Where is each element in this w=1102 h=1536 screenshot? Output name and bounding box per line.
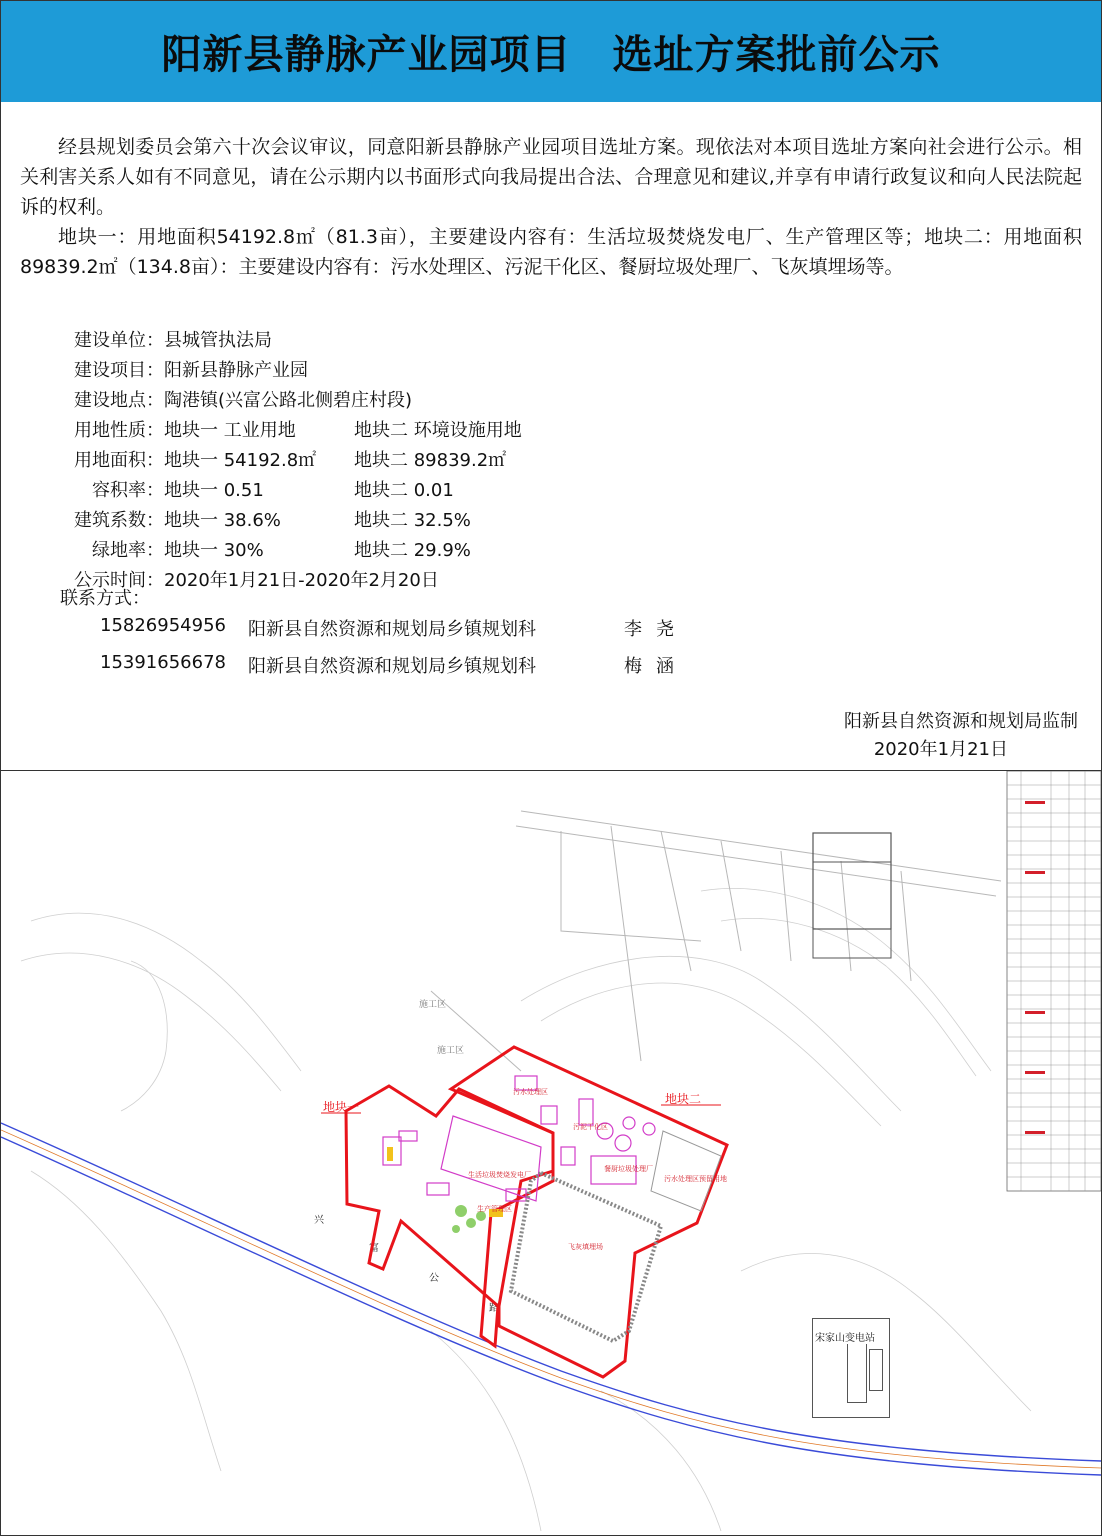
sewage-reserve-label: 污水处理区预留用地: [664, 1175, 727, 1183]
info-value: 县城管执法局: [164, 330, 272, 351]
info-value-plot1: 地块一 工业用地: [164, 420, 296, 441]
info-value-plot1: 地块一 38.6%: [164, 510, 281, 531]
info-label: 建设单位：: [74, 330, 164, 351]
info-label: 建设项目：: [74, 360, 164, 381]
signature-block: [844, 708, 1078, 764]
technical-tables: [1007, 771, 1101, 1191]
info-label: 绿地率：: [92, 540, 164, 561]
header-banner: [1, 1, 1101, 102]
map-background: [1, 771, 1101, 1535]
substation-inner-building: [869, 1349, 883, 1391]
info-row-landuse: [60, 416, 522, 446]
kitchen-label: 餐厨垃圾处理厂: [604, 1165, 653, 1173]
road-name-char: 路: [489, 1303, 499, 1314]
info-row-project: [60, 356, 522, 386]
info-value-plot2: 地块二 32.5%: [354, 510, 471, 531]
yellow-structure: [387, 1147, 393, 1161]
sewage-label: 污水处理区: [513, 1088, 548, 1096]
tree: [466, 1218, 476, 1228]
info-label: 用地面积：: [74, 450, 164, 471]
info-row-coverage: [60, 506, 522, 536]
table-highlight: [1025, 871, 1045, 874]
info-value-plot2: 地块二 29.9%: [354, 540, 471, 561]
project-info: [60, 326, 522, 596]
road-name-char: 公: [429, 1273, 439, 1284]
contact-row: [100, 615, 688, 641]
substation-label: 宋家山变电站: [815, 1329, 875, 1344]
contact-phone: 15826954956: [100, 615, 226, 636]
signature-date: 2020年1月21日: [873, 739, 1008, 760]
info-label: 公示时间：: [74, 570, 164, 591]
road-name-char: 富: [369, 1243, 379, 1254]
info-row-green: [60, 536, 522, 566]
contact-person: 李尧: [624, 619, 688, 640]
contact-phone: 15391656678: [100, 652, 226, 673]
info-label: 用地性质：: [74, 420, 164, 441]
info-value: 阳新县静脉产业园: [164, 360, 308, 381]
info-label: 建设地点：: [74, 390, 164, 411]
info-value-plot1: 地块一 30%: [164, 540, 264, 561]
substation-compound: [812, 1318, 890, 1418]
info-value-plot2: 地块二 0.01: [354, 480, 454, 501]
info-label: 建筑系数：: [74, 510, 164, 531]
site-plan-map: [1, 771, 1101, 1535]
signature-org: 阳新县自然资源和规划局监制: [844, 711, 1078, 732]
contact-department: 阳新县自然资源和规划局乡镇规划科: [248, 619, 536, 640]
tree: [452, 1225, 460, 1233]
info-row-unit: [60, 326, 522, 356]
contact-label: 联系方式：: [60, 588, 150, 609]
info-row-far: [60, 476, 522, 506]
intro-paragraph-1: 经县规划委员会第六十次会议审议，同意阳新县静脉产业园项目选址方案。现依法对本项目选址方案向社会进行公示。相关利害关系人如有不同意见，请在公示期内以书面形式向我局提出合法、合理意见和建议,并享有申请行政复议和向人民法院起诉的权利。: [20, 136, 1082, 218]
table-highlight: [1025, 801, 1045, 804]
info-value: 陶港镇(兴富公路北侧碧庄村段): [164, 390, 413, 411]
intro-text: [20, 132, 1082, 282]
intro-paragraph-2: 地块一：用地面积54192.8㎡（81.3亩），主要建设内容有：生活垃圾焚烧发电厂、生产管理区等；地块二：用地面积89839.2㎡（134.8亩）：主要建设内容有：污水处理区、污泥干化区、餐厨垃圾处理厂、飞灰填埋场等。: [20, 226, 1082, 278]
contact-department: 阳新县自然资源和规划局乡镇规划科: [248, 656, 536, 677]
table-highlight: [1025, 1131, 1045, 1134]
road-name-char: 兴: [314, 1215, 324, 1226]
plot-2-label: 地块二: [665, 1092, 702, 1106]
info-value-plot1: 地块一 0.51: [164, 480, 264, 501]
contact-row: [100, 652, 688, 678]
plot-1-label: 地块一: [323, 1100, 360, 1114]
incineration-label: 生活垃圾焚烧发电厂: [468, 1171, 531, 1179]
info-value-plot2: 地块二 89839.2㎡: [354, 450, 507, 471]
info-value-plot2: 地块二 环境设施用地: [354, 420, 522, 441]
flyash-label: 飞灰填埋场: [568, 1243, 603, 1251]
page-title: 阳新县静脉产业园项目 选址方案批前公示: [161, 32, 941, 78]
info-value-plot1: 地块一 54192.8㎡: [164, 450, 317, 471]
table-highlight: [1025, 1011, 1045, 1014]
construction-area-label: 施工区: [437, 1046, 465, 1056]
management-label: 生产管理区: [477, 1205, 512, 1213]
info-label: 容积率：: [92, 480, 164, 501]
info-row-site: [60, 386, 522, 416]
tree: [455, 1205, 467, 1217]
construction-area-label: 施工区: [419, 1000, 447, 1010]
info-value: 2020年1月21日-2020年2月20日: [164, 570, 439, 591]
info-row-area: [60, 446, 522, 476]
sludge-label: 污泥干化区: [573, 1123, 608, 1131]
table-highlight: [1025, 1071, 1045, 1074]
substation-inner-building: [847, 1341, 867, 1403]
contact-person: 梅涵: [624, 656, 688, 677]
